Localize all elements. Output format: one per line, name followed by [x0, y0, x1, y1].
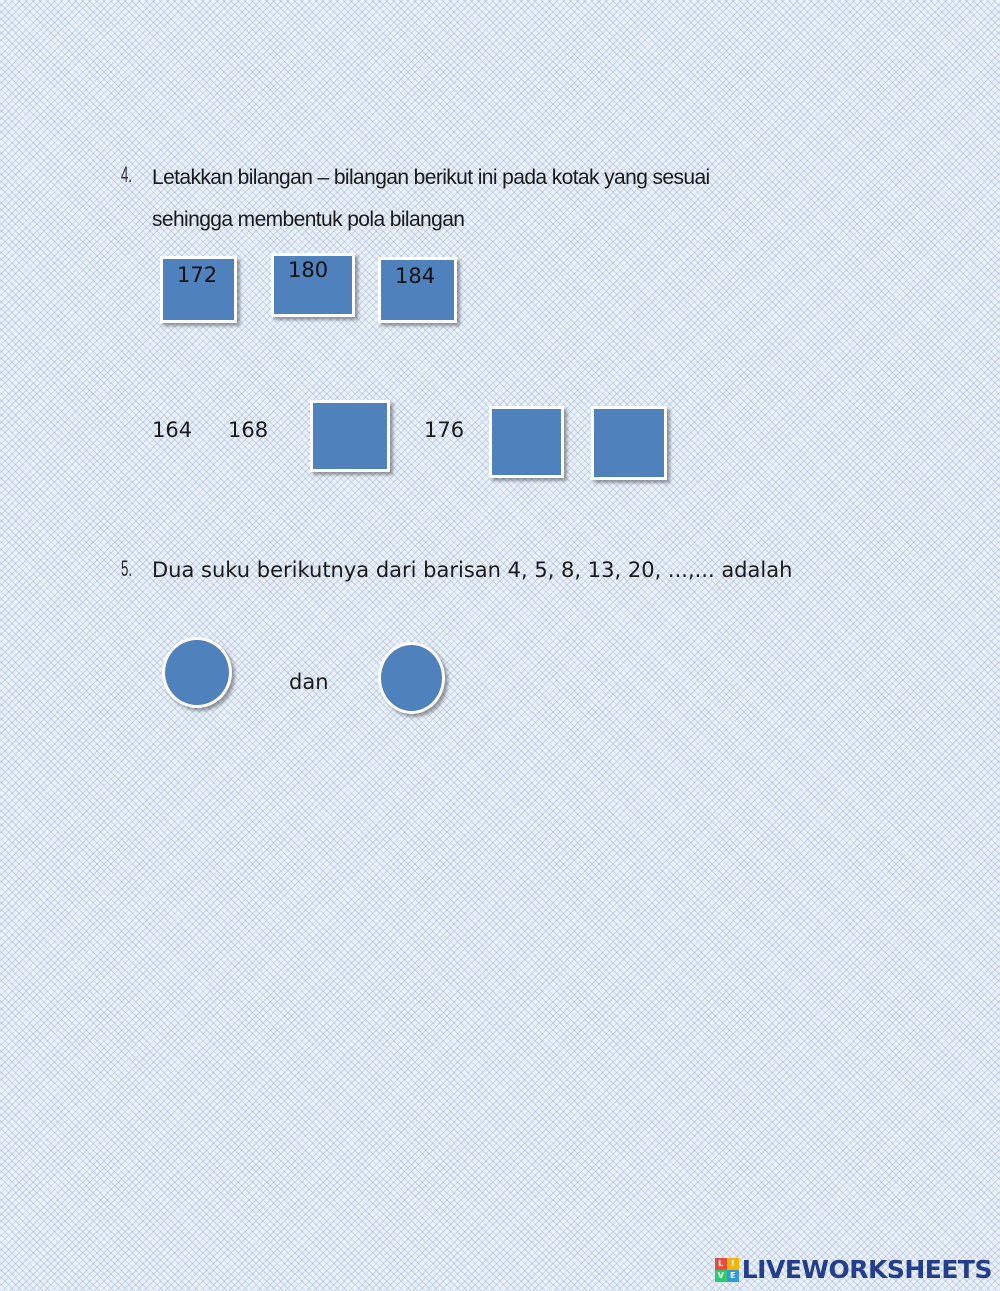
question-5-number: 5. — [121, 556, 133, 581]
tile-label: 172 — [177, 263, 218, 287]
logo-mark-letter: I — [727, 1258, 739, 1270]
logo-mark-icon — [715, 1258, 739, 1282]
tile-label: 184 — [395, 264, 436, 288]
drop-box-1[interactable] — [310, 400, 390, 472]
question-5-text: Dua suku berikutnya dari barisan 4, 5, 8, 13, 20, ...,... adalah — [152, 558, 793, 582]
connector-dan: dan — [289, 670, 329, 694]
logo-mark-letter: V — [715, 1270, 727, 1282]
draggable-tile-180[interactable] — [271, 253, 355, 317]
liveworksheets-logo — [715, 1255, 992, 1284]
drop-box-2[interactable] — [489, 406, 564, 478]
sequence-value-176: 176 — [424, 418, 465, 442]
drop-box-3[interactable] — [591, 406, 667, 480]
question-4-line-2: sehingga membentuk pola bilangan — [152, 208, 465, 231]
logo-text: LIVEWORKSHEETS — [741, 1255, 992, 1284]
logo-mark-letter: L — [715, 1258, 727, 1270]
draggable-tile-172[interactable] — [160, 256, 237, 323]
answer-circle-2[interactable] — [378, 642, 445, 714]
logo-mark-letter: E — [727, 1270, 739, 1282]
sequence-value-168: 168 — [228, 418, 269, 442]
draggable-tile-184[interactable] — [378, 257, 457, 323]
sequence-value-164: 164 — [152, 418, 193, 442]
tile-label: 180 — [288, 258, 329, 282]
question-4-number: 4. — [121, 162, 133, 187]
question-4-line-1: Letakkan bilangan – bilangan berikut ini pada kotak yang sesuai — [152, 166, 710, 189]
answer-circle-1[interactable] — [162, 637, 232, 708]
